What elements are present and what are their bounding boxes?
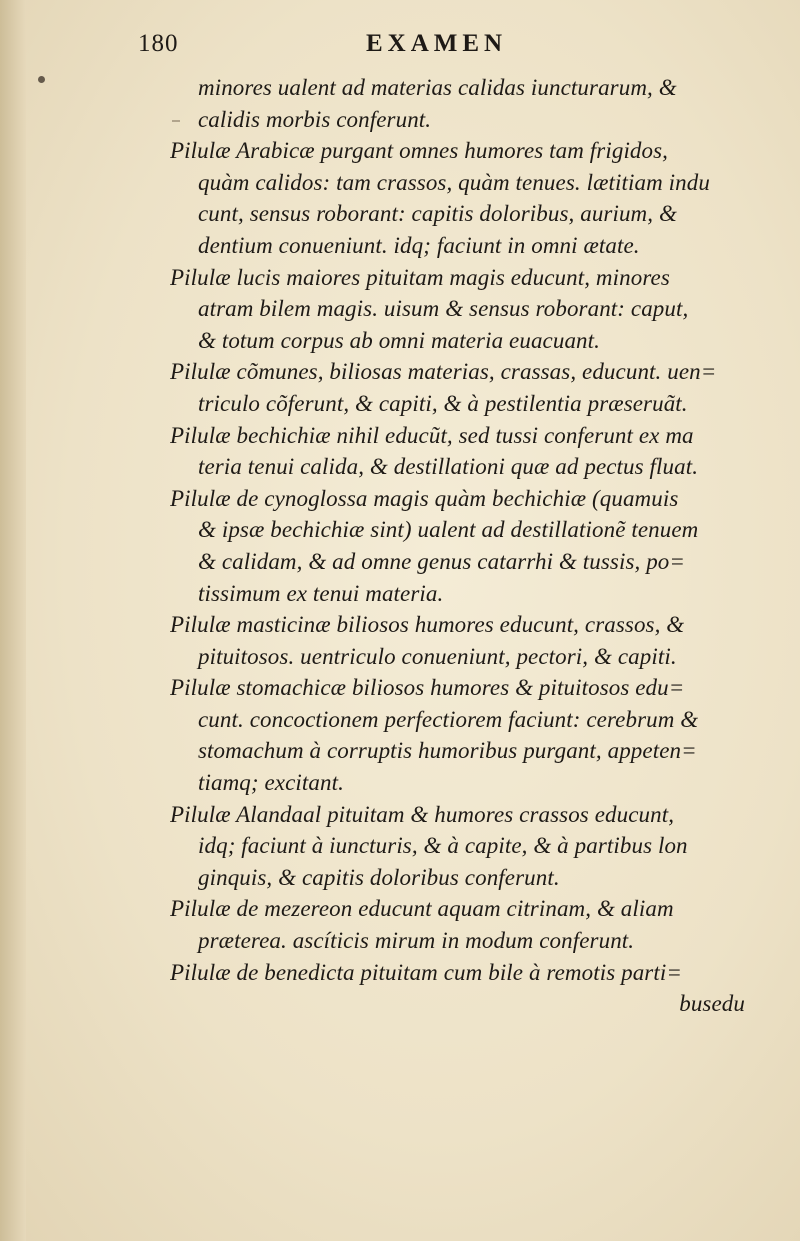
text-line: tiamq; excitant. [198,770,344,796]
text-line: busedu [679,991,745,1017]
text-line: Pilulæ bechichiæ nihil educũt, sed tussi conferunt ex ma [170,422,694,448]
ink-smudge [38,76,45,83]
text-line: Pilulæ lucis maiores pituitam magis educunt, minores [170,264,670,290]
text-line: calidis morbis conferunt. [198,106,432,132]
text-line: minores ualent ad materias calidas iuncturarum, & [198,75,677,100]
running-head: EXAMEN [366,30,508,57]
text-block [170,72,785,1020]
text-line: tissimum ex tenui materia. [198,580,444,606]
text-line: & calidam, & ad omne genus catarrhi & tussis, po= [198,548,686,574]
text-line: teria tenui calida, & destillationi quæ ad pectus fluat. [198,454,699,480]
text-line: Pilulæ Arabicæ purgant omnes humores tam frigidos, [170,138,669,164]
text-line: & totum corpus ab omni materia euacuant. [198,327,600,353]
text-line: cunt, sensus roborant: capitis doloribus, aurium, & [198,201,677,227]
page-gutter [0,0,26,1241]
text-line: Pilulæ stomachicæ biliosos humores & pituitosos edu= [170,675,685,701]
text-line: ginquis, & capitis doloribus conferunt. [198,864,560,890]
text-line: idq; faciunt à iuncturis, & à capite, & à partibus lon [198,833,688,859]
text-line: Pilulæ de benedicta pituitam cum bile à remotis parti= [170,959,682,985]
text-line: Pilulæ de mezereon educunt aquam citrinam, & aliam [170,896,674,922]
text-line: dentium conueniunt. idq; faciunt in omni ætate. [198,232,640,258]
text-line: Pilulæ Alandaal pituitam & humores crassos educunt, [170,801,675,827]
text-line: stomachum à corruptis humoribus purgant, appeten= [198,738,697,764]
text-line: atram bilem magis. uisum & sensus roborant: caput, [198,296,689,322]
text-line: Pilulæ de cynoglossa magis quàm bechichiæ (quamuis [170,485,679,511]
text-line: triculo cõferunt, & capiti, & à pestilentia præseruãt. [198,390,688,416]
text-line: & ipsæ bechichiæ sint) ualent ad destillationẽ tenuem [198,517,699,543]
text-line: quàm calidos: tam crassos, quàm tenues. lætitiam indu [198,169,710,195]
text-line: pituitosos. uentriculo conueniunt, pectori, & capiti. [198,643,677,669]
page-number: 180 [138,30,179,57]
page-header [138,24,778,64]
text-line: Pilulæ cõmunes, biliosas materias, crassas, educunt. uen= [170,359,717,385]
text-line: Pilulæ masticinæ biliosos humores educunt, crassos, & [170,612,685,638]
text-line: præterea. ascíticis mirum in modum conferunt. [198,928,635,954]
text-line: cunt. concoctionem perfectiorem faciunt: cerebrum & [198,706,699,732]
